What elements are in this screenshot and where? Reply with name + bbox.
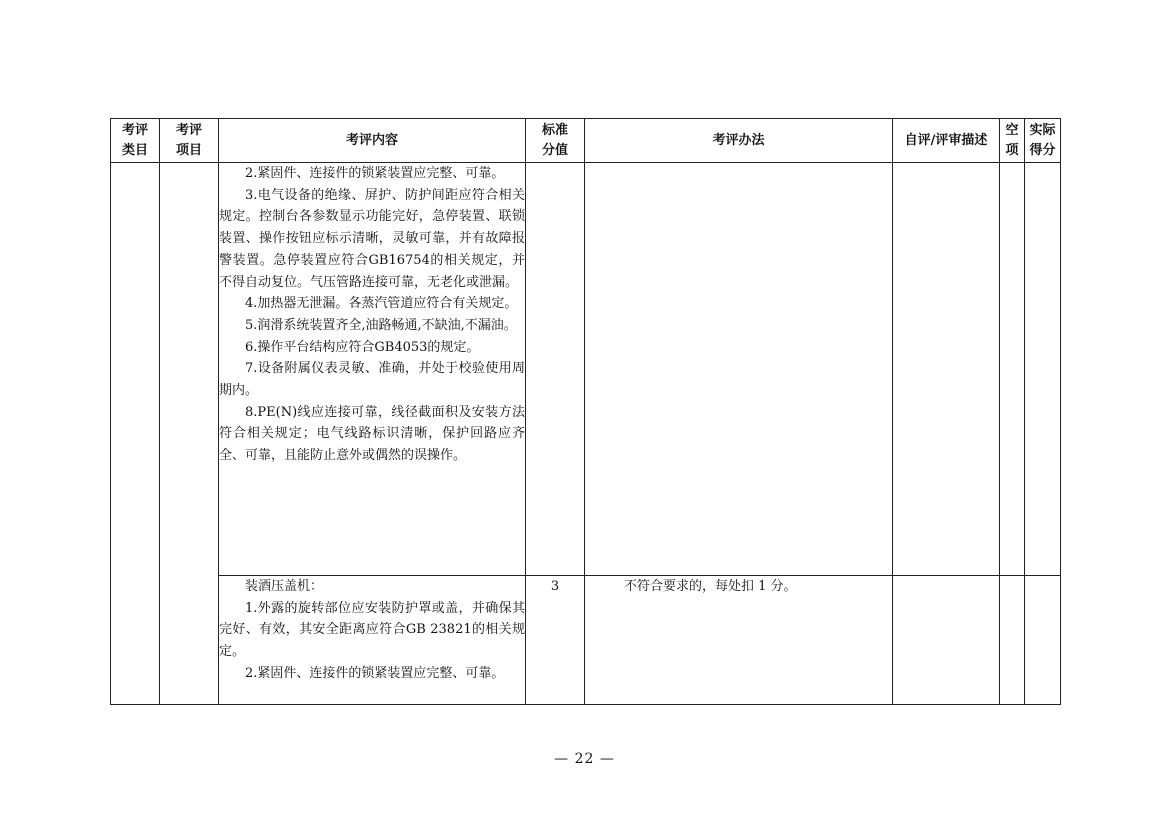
content-paragraph: 2.紧固件、连接件的锁紧装置应完整、可靠。 — [245, 166, 505, 181]
score-cell: 3 — [526, 576, 585, 705]
blank-cell — [1000, 576, 1025, 705]
table-row — [111, 163, 1061, 576]
header-method: 考评办法 — [585, 119, 893, 163]
content-paragraph: 6.操作平台结构应符合GB4053的规定。 — [245, 339, 480, 355]
item-cell — [160, 163, 219, 705]
blank-cell — [1000, 163, 1025, 576]
category-cell — [111, 163, 160, 705]
header-item — [160, 119, 219, 163]
method-cell — [585, 576, 893, 705]
header-standard-score-line1: 标准 — [541, 122, 568, 138]
method-text: 不符合要求的，每处扣 1 分。 — [624, 579, 797, 594]
header-category-line2: 类目 — [121, 142, 148, 158]
table-row — [111, 576, 1061, 705]
header-content: 考评内容 — [219, 119, 526, 163]
content-paragraph: 3.电气设备的绝缘、屏护、防护间距应符合相关规定。控制台各参数显示功能完好，急停装置、联锁装置、操作按钮应标示清晰，灵敏可靠，并有故障报警装置。急停装置应符合GB16754的相关规定，并不得自动复位。气压管路连接可靠，无老化或泄漏。 — [219, 187, 525, 290]
score-cell — [526, 163, 585, 576]
page-number: — 22 — — [554, 751, 615, 767]
content-cell — [219, 576, 526, 705]
header-category-line1: 考评 — [121, 122, 148, 138]
header-blank-line1: 空 — [1005, 122, 1019, 138]
self-eval-cell — [893, 576, 1000, 705]
actual-score-cell — [1025, 576, 1061, 705]
content-paragraph: 8.PE(N)线应连接可靠，线径截面积及安装方法符合相关规定；电气线路标识清晰，保护回路应齐全、可靠，且能防止意外或偶然的误操作。 — [219, 404, 525, 464]
self-eval-cell — [893, 163, 1000, 576]
content-paragraph: 5.润滑系统装置齐全,油路畅通,不缺油,不漏油。 — [245, 317, 517, 333]
header-self-eval: 自评/评审描述 — [893, 119, 1000, 163]
actual-score-cell — [1025, 163, 1061, 576]
header-standard-score — [526, 119, 585, 163]
content-paragraph: 7.设备附属仪表灵敏、准确，并处于校验使用周期内。 — [219, 361, 525, 399]
content-paragraph: 装酒压盖机： — [245, 579, 324, 594]
header-item-line2: 项目 — [175, 142, 202, 158]
header-actual-line2: 得分 — [1029, 142, 1056, 158]
content-paragraph: 1.外露的旋转部位应安装防护罩或盖，并确保其完好、有效，其安全距离应符合GB 23821的相关规定。 — [219, 600, 525, 660]
header-row — [111, 119, 1061, 163]
header-blank-line2: 项 — [1005, 142, 1019, 158]
content-cell — [219, 163, 526, 576]
header-item-line1: 考评 — [175, 122, 202, 138]
evaluation-table — [110, 118, 1061, 705]
content-paragraph: 4.加热器无泄漏。各蒸汽管道应符合有关规定。 — [245, 296, 518, 312]
content-paragraph: 2.紧固件、连接件的锁紧装置应完整、可靠。 — [245, 665, 505, 681]
header-standard-score-line2: 分值 — [541, 142, 568, 158]
header-category — [111, 119, 160, 163]
header-actual — [1025, 119, 1061, 163]
method-cell — [585, 163, 893, 576]
header-blank — [1000, 119, 1025, 163]
header-actual-line1: 实际 — [1029, 122, 1056, 138]
